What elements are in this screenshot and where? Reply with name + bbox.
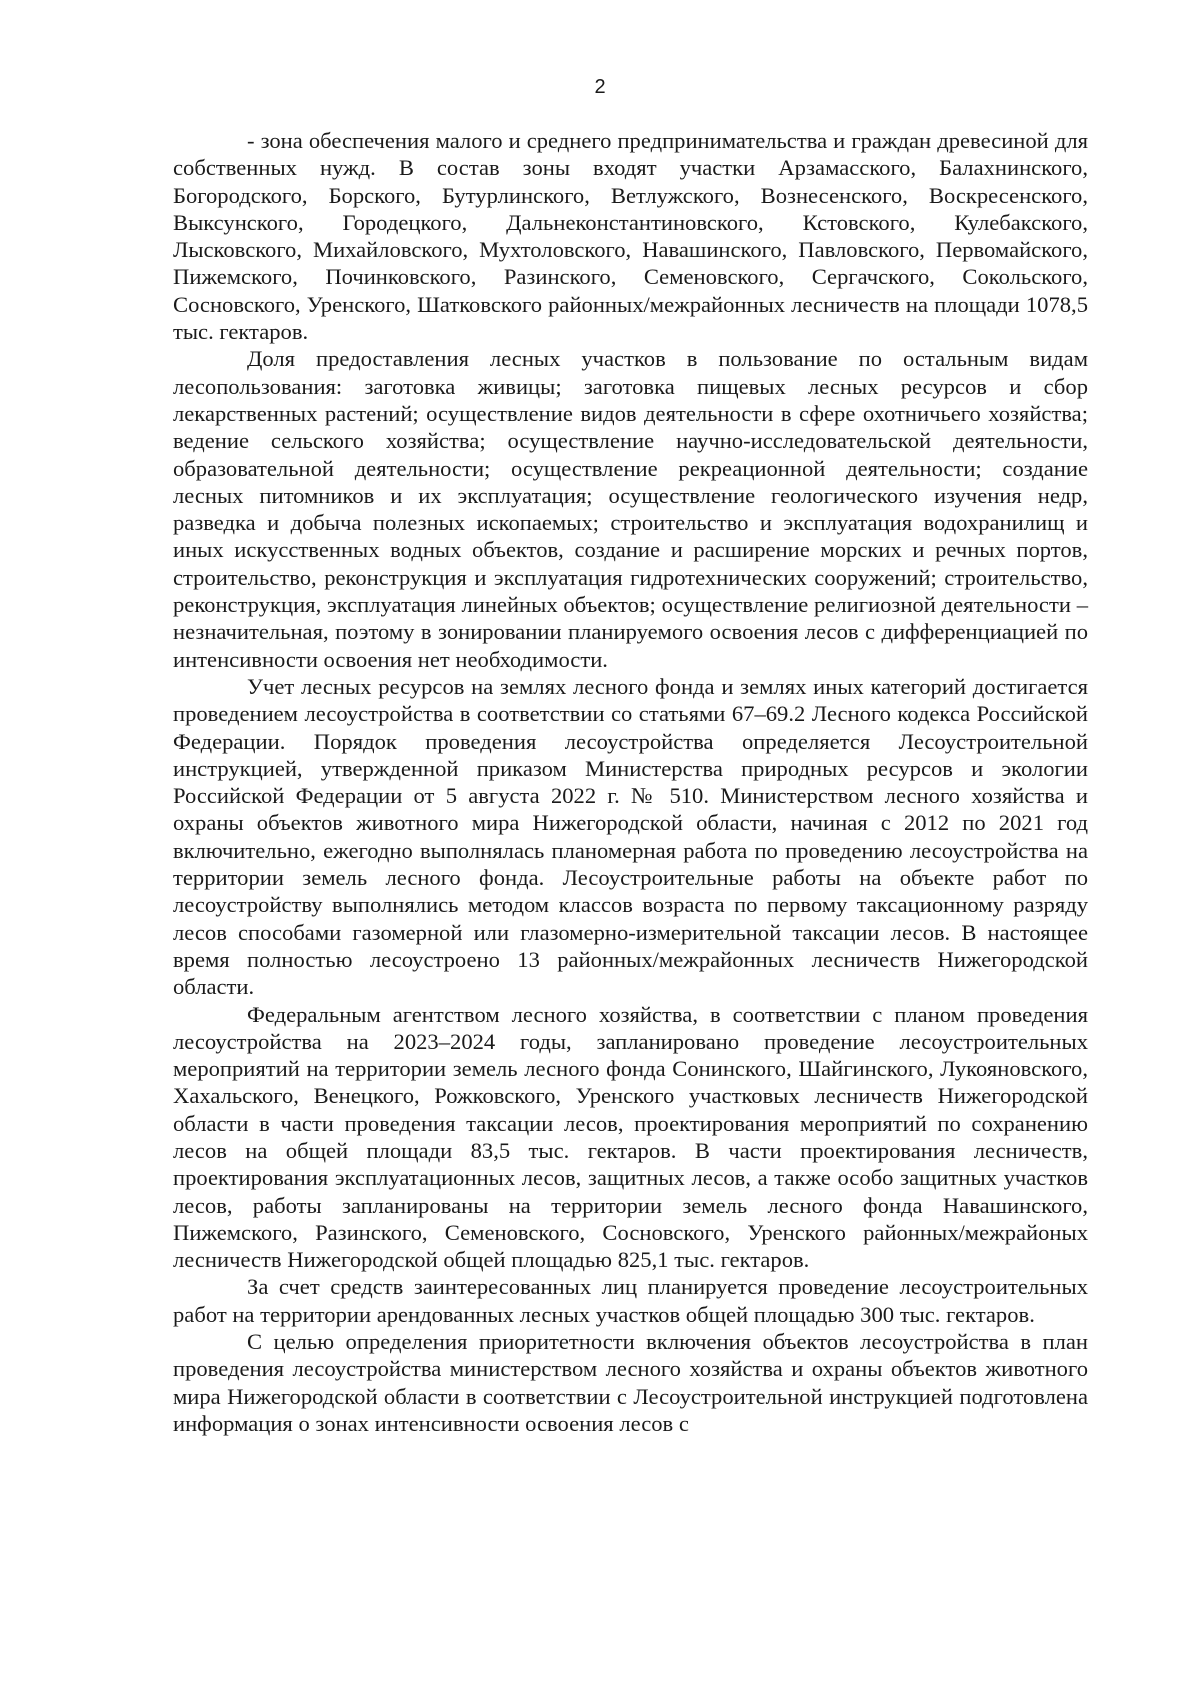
paragraph-priority-determination: С целью определения приоритетности включения объектов лесоустройства в план проведения лесоустройства министерством лесного хозяйства и охраны объектов животного мира Нижегородской области в соответствии с Лесоустроительной инструкцией подготовлена информация о зонах интенсивности освоения лесов с bbox=[173, 1329, 1088, 1436]
paragraph-other-uses-share: Доля предоставления лесных участков в пользование по остальным видам лесопользования: заготовка живицы; заготовка пищевых лесных ресурсов и сбор лекарственных растений; осуществление видов деятельности в сфере охотничьего хозяйства; ведение сельского хозяйства; осуществление научно-исследовательской деятельности, образовательной деятельности; осуществление рекреационной деятельности; создание лесных питомников и их эксплуатация; осуществление геологического изучения недр, разведка и добыча полезных ископаемых; строительство и эксплуатация водохранилищ и иных искусственных водных объектов, создание и расширение морских и речных портов, строительство, реконструкция и эксплуатация гидротехнических сооружений; строительство, реконструкция, эксплуатация линейных объектов; осуществление религиозной деятельности – незначительная, поэтому в зонировании планируемого освоения лесов с дифференциацией по интенсивности освоения нет необходимости. bbox=[173, 346, 1088, 672]
page-number: 2 bbox=[594, 76, 606, 98]
paragraph-interested-parties-funding: За счет средств заинтересованных лиц планируется проведение лесоустроительных работ на территории арендованных лесных участков общей площадью 300 тыс. гектаров. bbox=[173, 1274, 1088, 1327]
paragraph-small-business-zone: - зона обеспечения малого и среднего предпринимательства и граждан древесиной для собственных нужд. В состав зоны входят участки Арзамасского, Балахнинского, Богородского, Борского, Бутурлинского, Ветлужского, Вознесенского, Воскресенского, Выксунского, Городецкого, Дальнеконстантиновского, Кстовского, Кулебакского, Лысковского, Михайловского, Мухтоловского, Навашинского, Павловского, Первомайского, Пижемского, Починковского, Разинского, Семеновского, Сергачского, Сокольского, Сосновского, Уренского, Шатковского районных/межрайонных лесничеств на площади 1078,5 тыс. гектаров. bbox=[173, 128, 1088, 345]
paragraph-federal-agency-plan: Федеральным агентством лесного хозяйства, в соответствии с планом проведения лесоустройства на 2023–2024 годы, запланировано проведение лесоустроительных мероприятий на территории земель лесного фонда Сонинского, Шайгинского, Лукояновского, Хахальского, Венецкого, Рожковского, Уренского участковых лесничеств Нижегородской области в части проведения таксации лесов, проектирования мероприятий по сохранению лесов на общей площади 83,5 тыс. гектаров. В части проектирования лесничеств, проектирования эксплуатационных лесов, защитных лесов, а также особо защитных участков лесов, работы запланированы на территории земель лесного фонда Навашинского, Пижемского, Разинского, Семеновского, Сосновского, Уренского районных/межрайоных лесничеств Нижегородской общей площадью 825,1 тыс. гектаров. bbox=[173, 1001, 1088, 1273]
document-body bbox=[173, 127, 1088, 1437]
paragraph-forest-inventory: Учет лесных ресурсов на землях лесного фонда и землях иных категорий достигается проведением лесоустройства в соответствии со статьями 67–69.2 Лесного кодекса Российской Федерации. Порядок проведения лесоустройства определяется Лесоустроительной инструкцией, утвержденной приказом Министерства природных ресурсов и экологии Российской Федерации от 5 августа 2022 г. № 510. Министерством лесного хозяйства и охраны объектов животного мира Нижегородской области, начиная с 2012 по 2021 год включительно, ежегодно выполнялась планомерная работа по проведению лесоустройства на территории земель лесного фонда. Лесоустроительные работы на объекте работ по лесоустройству выполнялись методом классов возраста по первому таксационному разряду лесов способами газомерной или глазомерно-измерительной таксации лесов. В настоящее время полностью лесоустроено 13 районных/межрайонных лесничеств Нижегородской области. bbox=[173, 673, 1088, 1000]
